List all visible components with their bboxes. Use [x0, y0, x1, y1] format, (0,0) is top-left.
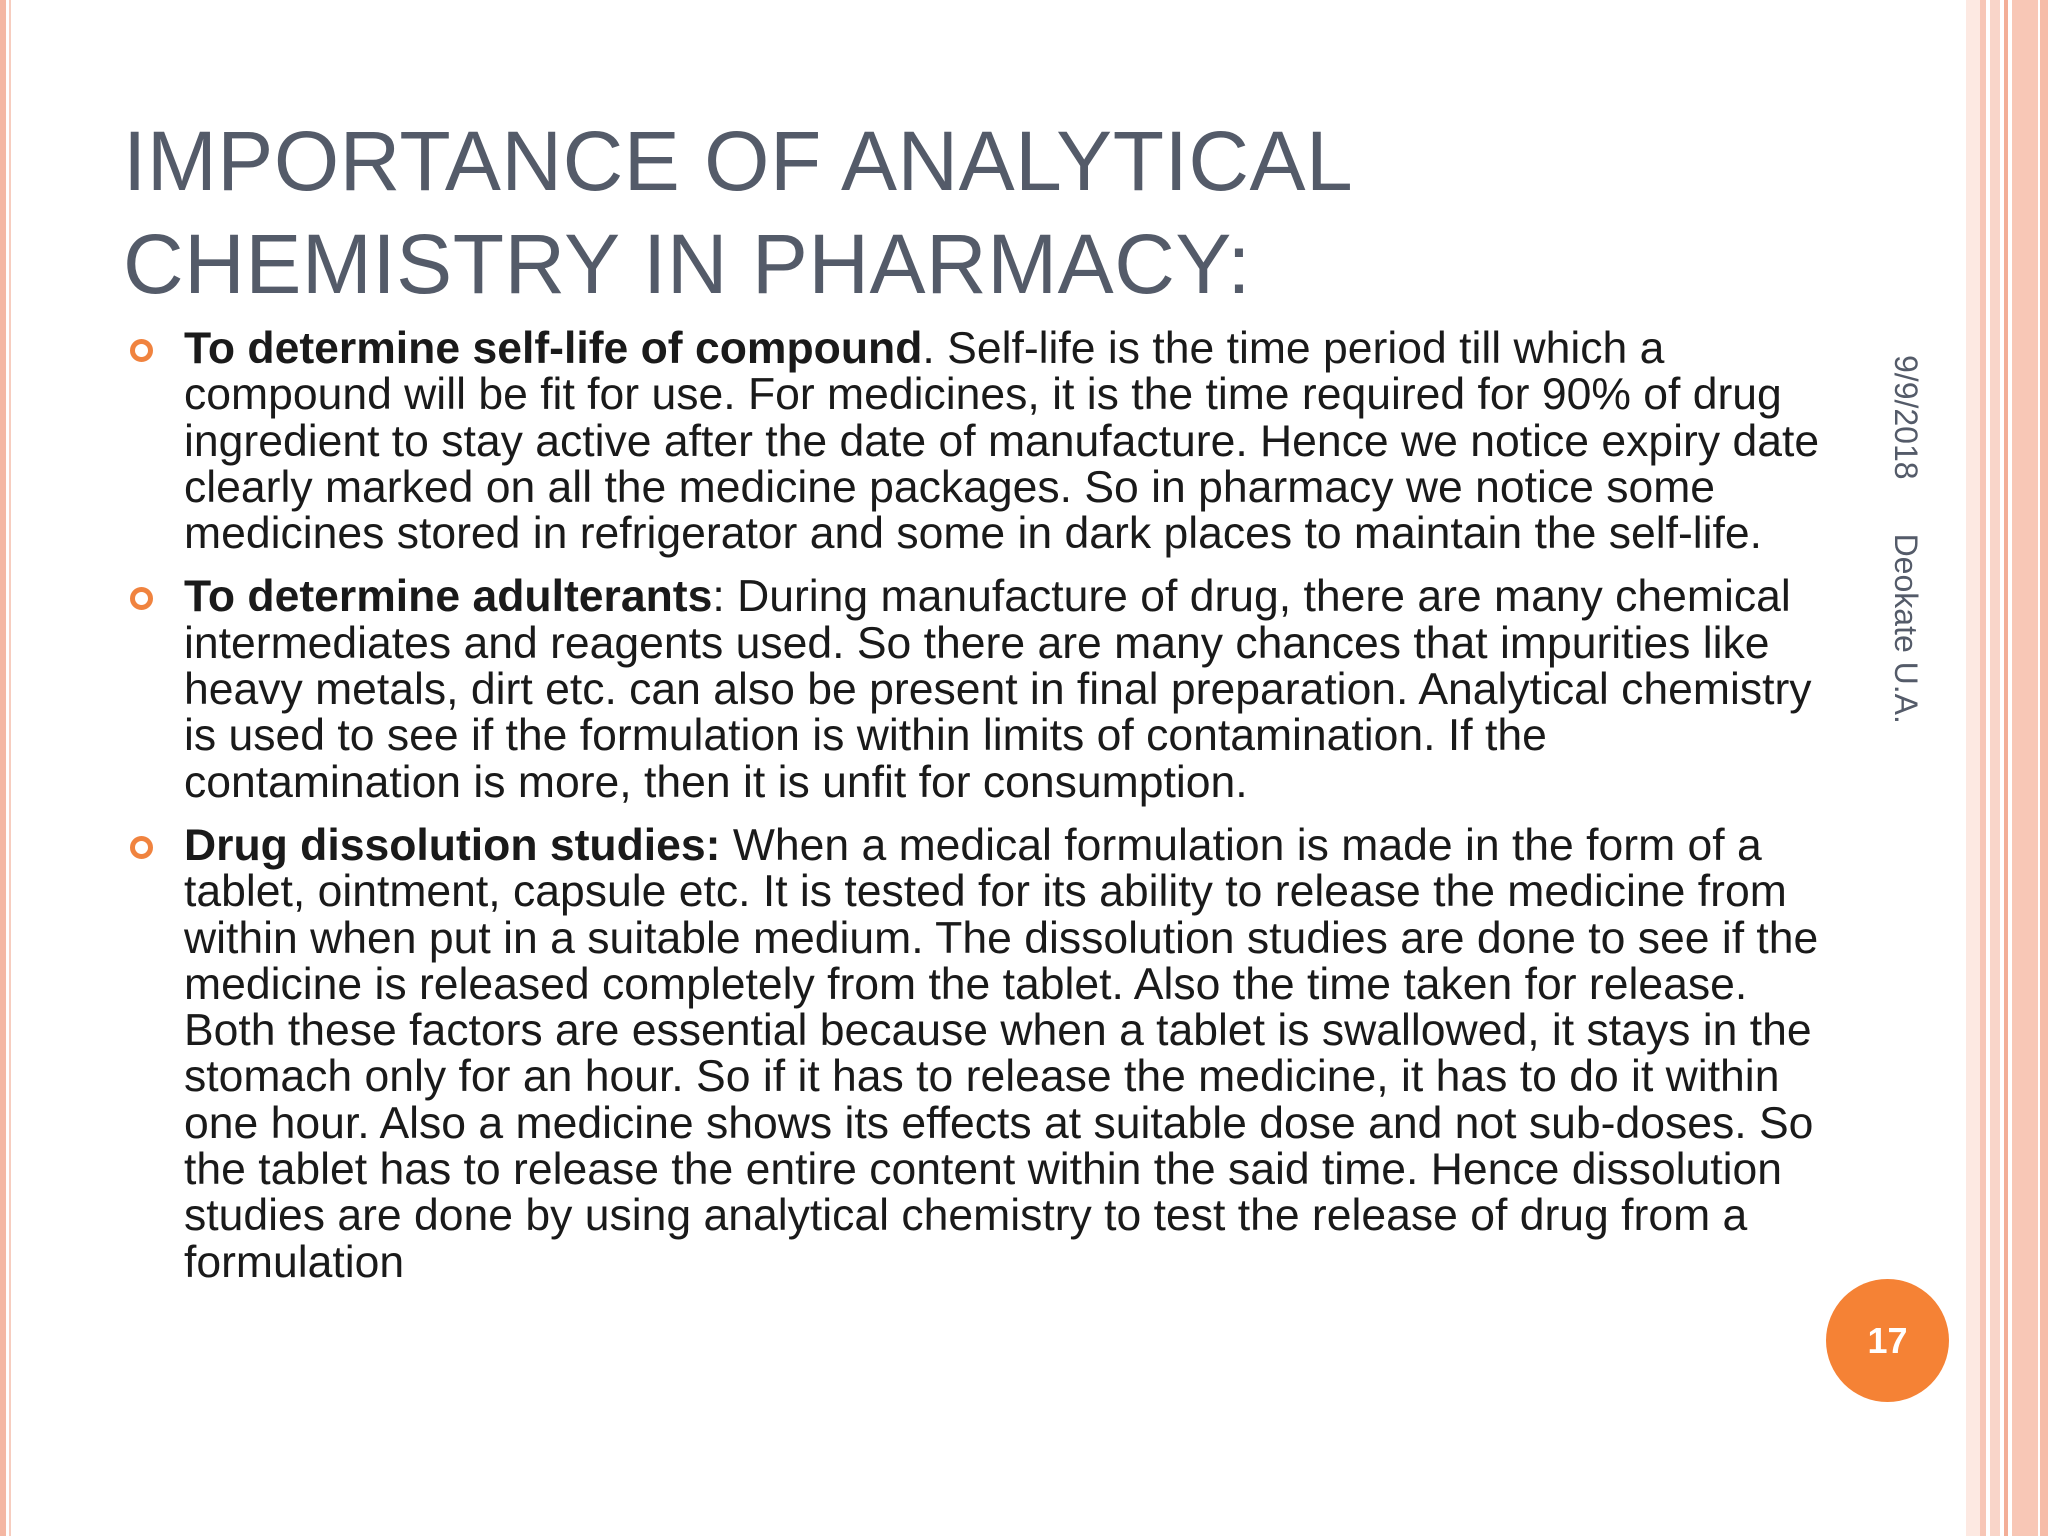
stripe — [1980, 0, 1986, 1536]
circle-bullet-icon — [130, 587, 153, 610]
vertical-footer — [1887, 355, 1924, 724]
circle-bullet-icon — [130, 836, 153, 859]
bullet-item-adulterants — [130, 574, 1830, 805]
bullet-heading: Drug dissolution studies: — [184, 820, 721, 870]
bullet-heading: To determine self-life of compound — [184, 324, 923, 373]
bullet-text: During manufacture of drug, there are many chemical intermediates and reagents used. So there are many chances that impurities like heavy metals, dirt etc. can also be present in final preparation. Analytical chemistry is used to see if the formulation is within limits of contamination. If the contamination is more, then it is unfit for consumption. — [184, 572, 1812, 807]
left-border — [0, 0, 6, 1536]
page-number-badge — [1826, 1279, 1949, 1402]
title-line-2: CHEMISTRY IN PHARMACY: — [123, 217, 1252, 311]
bullet-text: Self-life is the time period till which a compound will be fit for use. For medicines, it is the time required for 90% of drug ingredient to stay active after the date of manufacture. Hence we notice expiry date clearly marked on all the medicine packages. So in pharmacy we notice some medicines stored in refrigerator and some in dark places to maintain the self-life. — [184, 324, 1820, 559]
bullet-item-dissolution — [130, 820, 1830, 1287]
left-border-inner — [9, 0, 11, 1536]
circle-bullet-icon — [130, 339, 153, 362]
stripe — [1990, 0, 2000, 1536]
stripe — [2004, 0, 2008, 1536]
slide-date: 9/9/2018 — [1888, 355, 1924, 480]
slide-title — [123, 110, 1823, 316]
bullet-item-shelf-life — [130, 326, 1830, 557]
stripe — [2040, 0, 2048, 1536]
bullet-separator: . — [922, 324, 935, 373]
right-decorative-stripes — [1966, 0, 2048, 1536]
bullet-separator: : — [712, 572, 725, 622]
page-number: 17 — [1867, 1319, 1908, 1361]
bullet-text: When a medical formulation is made in the form of a tablet, ointment, capsule etc. It is tested for its ability to release the medicine from within when put in a suitable medium. The dissolution studies are done to see if the medicine is released completely from the tablet. Also the time taken for release. Both these factors are essential because when a tablet is swallowed, it stays in the stomach only for an hour. So if it has to release the medicine, it has to do it within one hour. Also a medicine shows its effects at suitable dose and not sub-doses. So the tablet has to release the entire content within the said time. Hence dissolution studies are done by using analytical chemistry to test the release of drug from a formulation — [184, 820, 1819, 1287]
stripe — [1966, 0, 1980, 1536]
title-line-1: IMPORTANCE OF ANALYTICAL — [123, 114, 1354, 208]
bullet-heading: To determine adulterants — [184, 572, 713, 622]
slide-author: Deokate U.A. — [1888, 533, 1924, 724]
stripe — [2012, 0, 2038, 1536]
bullet-list — [130, 326, 1830, 1303]
